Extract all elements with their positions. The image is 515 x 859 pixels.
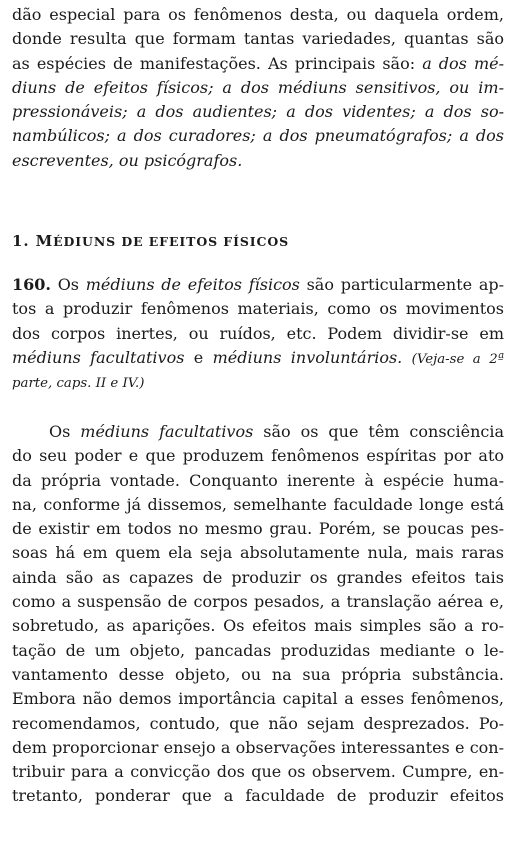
text-line: donde resulta que formam tantas variedades, quantas são [12,29,504,49]
text-line: médiuns facultativos e médiuns involuntários. (Veja-se a 2ª [12,347,505,367]
text-line: dem proporcionar ensejo a observações interessantes e con- [12,737,504,757]
text-line: dos corpos inertes, ou ruídos, etc. Podem dividir-se em [12,323,504,343]
text-line: como a suspensão de corpos pesados, a translação aérea e, [12,592,504,612]
text-line: soas há em quem ela seja absolutamente nula, mais raras [12,543,504,563]
intro-paragraph [12,3,504,173]
text-line: do seu poder e que produzem fenômenos espíritas por ato [12,446,504,466]
text-line: parte, caps. II e IV.) [12,376,145,392]
text-line: recomendamos, contudo, que não sejam desprezados. Po- [12,713,504,733]
text-line: da própria vontade. Conquanto inerente à espécie huma- [12,470,504,490]
section-title: ÉDIUNS DE EFEITOS FÍSICOS [53,234,290,249]
paragraph-160 [12,273,504,394]
text-line: vantamento desse objeto, ou na sua própria substância. [12,664,504,684]
text-line: tação de um objeto, pancadas produzidas mediante o le- [12,640,504,660]
text-line: dão especial para os fenômenos desta, ou daquela ordem, [12,5,504,24]
text-line: nambúlicos; a dos curadores; a dos pneumatógrafos; a dos [12,126,504,146]
text-line: ainda são as capazes de produzir os grandes efeitos tais [12,567,504,587]
section-heading [12,232,289,250]
text-line: diuns de efeitos físicos; a dos médiuns sensitivos, ou im- [12,77,504,97]
text-line: pressionáveis; a dos audientes; a dos videntes; a dos so- [12,102,504,122]
paragraph-number: 160. [12,275,51,294]
text-line: de existir em todos no mesmo grau. Porém, se poucas pes- [12,519,504,539]
section-number: 1. [12,232,30,250]
text-line: tretanto, ponderar que a faculdade de produzir efeitos [12,786,504,806]
paragraph-facultativos [12,420,504,809]
text-line: Embora não demos importância capital a esses fenômenos, [12,689,504,709]
section-title-cap: M [35,232,54,250]
text-line: tos a produzir fenômenos materiais, como os movimentos [12,299,504,319]
text-line: as espécies de manifestações. As principais são: a dos mé- [12,53,505,73]
text-line: tribuir para a convicção dos que os observem. Cumpre, en- [12,762,504,782]
text-line: na, conforme já dissemos, semelhante faculdade longe está [12,494,504,514]
text-line: sobretudo, as aparições. Os efeitos mais simples são a ro- [12,616,504,636]
text-line: escreventes, ou psicógrafos. [12,150,243,170]
text-line: 160. Os médiuns de efeitos físicos são particularmente ap- [12,275,505,294]
text-line: Os médiuns facultativos são os que têm consciência [49,422,505,441]
